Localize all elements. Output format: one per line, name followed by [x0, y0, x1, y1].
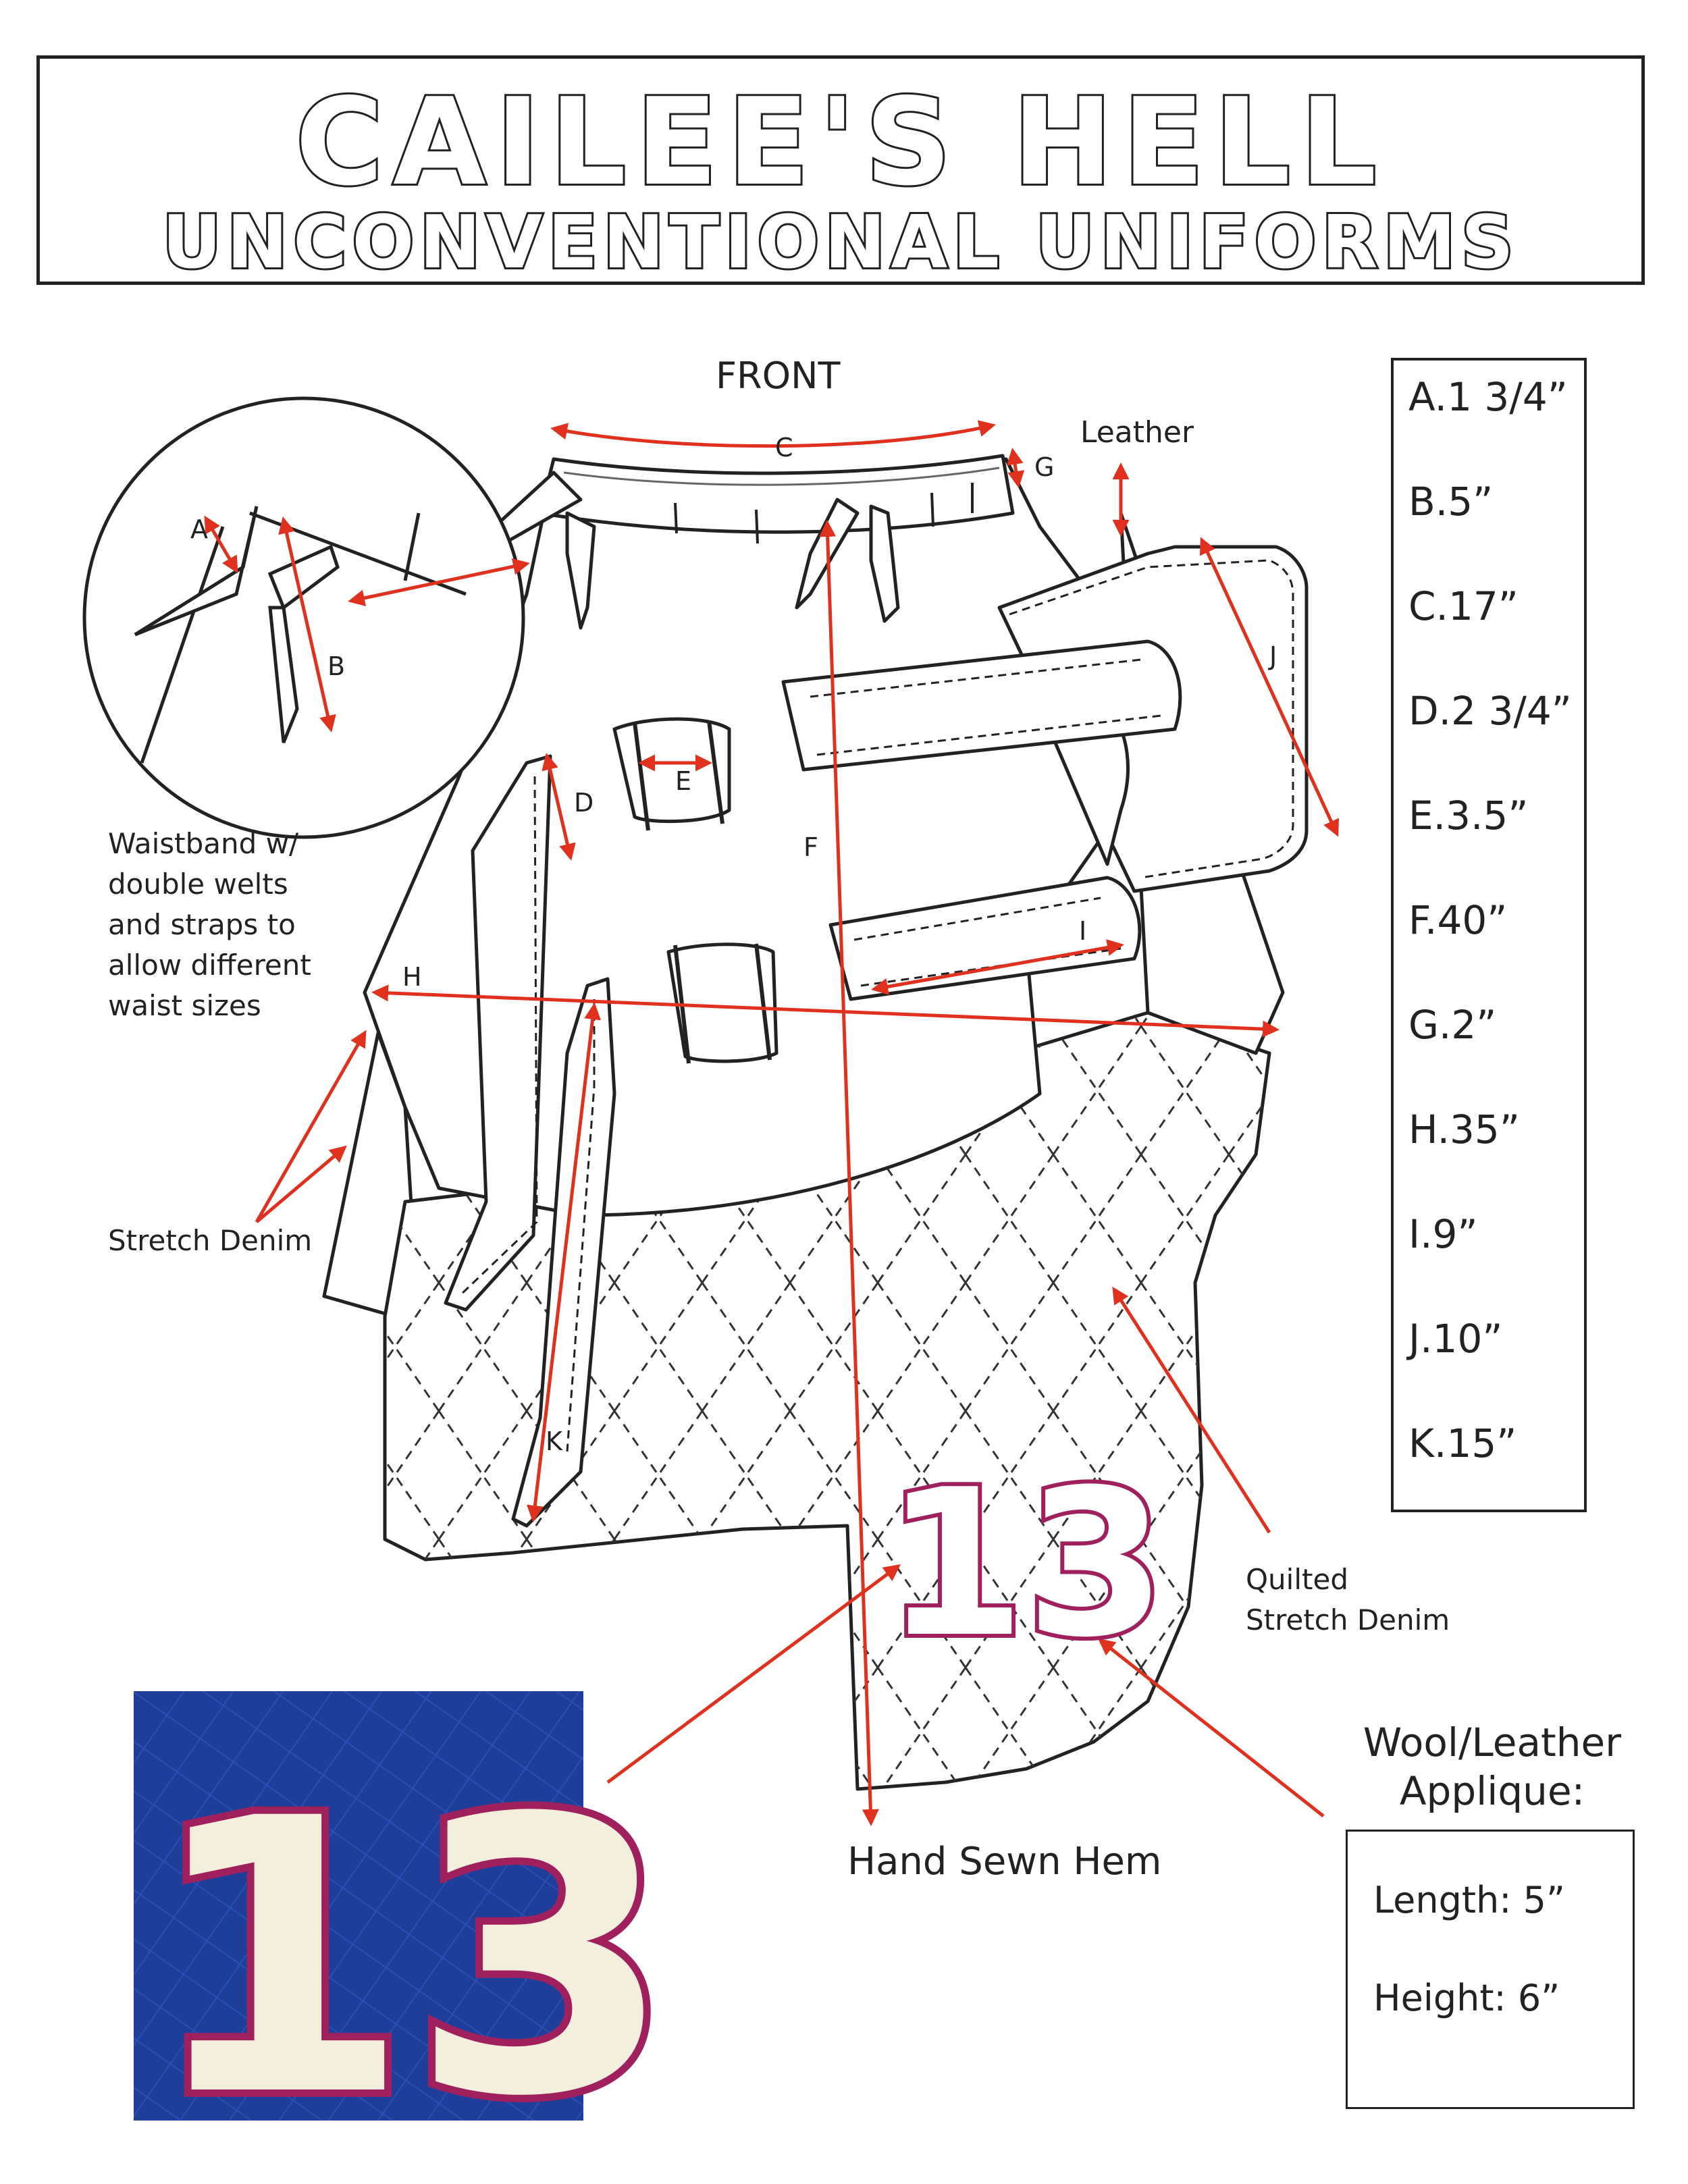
- applique-photo: [134, 1691, 674, 2179]
- leather-label: Leather: [1080, 415, 1194, 450]
- measurement-row: G.2”: [1408, 1002, 1497, 1048]
- applique-number: 13: [885, 1446, 1167, 1682]
- label-g: G: [1034, 452, 1055, 482]
- applique-dimensions: [1346, 1830, 1635, 2109]
- hem-label: Hand Sewn Hem: [847, 1840, 1162, 1884]
- measurement-row: B.5”: [1408, 479, 1494, 525]
- waistband-note: Waistband w/ double welts and straps to allow different waist sizes: [108, 827, 311, 1022]
- label-h: H: [402, 962, 422, 992]
- label-i: I: [1079, 916, 1087, 946]
- measurement-row: K.15”: [1408, 1420, 1517, 1466]
- label-a: A: [190, 514, 208, 544]
- page-subtitle: UNCONVENTIONAL UNIFORMS: [162, 201, 1519, 285]
- measurement-row: F.40”: [1408, 897, 1508, 943]
- applique-height: Height: 6”: [1373, 1977, 1560, 2019]
- quilted-label: Quilted Stretch Denim: [1246, 1563, 1450, 1636]
- page-title: CAILEE'S HELL: [295, 72, 1386, 212]
- photo-number: 13: [147, 1739, 674, 2179]
- view-label: FRONT: [716, 354, 841, 397]
- measurement-row: A.1 3/4”: [1408, 374, 1568, 420]
- label-b: B: [327, 651, 346, 681]
- measurement-row: H.35”: [1408, 1107, 1520, 1152]
- label-f: F: [803, 832, 818, 862]
- measurement-row: I.9”: [1408, 1211, 1478, 1257]
- measurement-row: E.3.5”: [1408, 793, 1529, 838]
- measurement-row: D.2 3/4”: [1408, 688, 1572, 734]
- label-j: J: [1269, 641, 1277, 671]
- applique-title: Wool/Leather Applique:: [1363, 1720, 1622, 1814]
- measurements-table: [1391, 358, 1587, 1512]
- label-c: C: [775, 433, 793, 462]
- label-e: E: [675, 766, 692, 796]
- measurement-row: C.17”: [1408, 583, 1519, 629]
- label-d: D: [574, 788, 594, 818]
- applique-length: Length: 5”: [1373, 1879, 1565, 1921]
- measurement-row: J.10”: [1408, 1316, 1503, 1362]
- stretch-denim-label: Stretch Denim: [108, 1224, 313, 1257]
- label-k: K: [546, 1427, 562, 1456]
